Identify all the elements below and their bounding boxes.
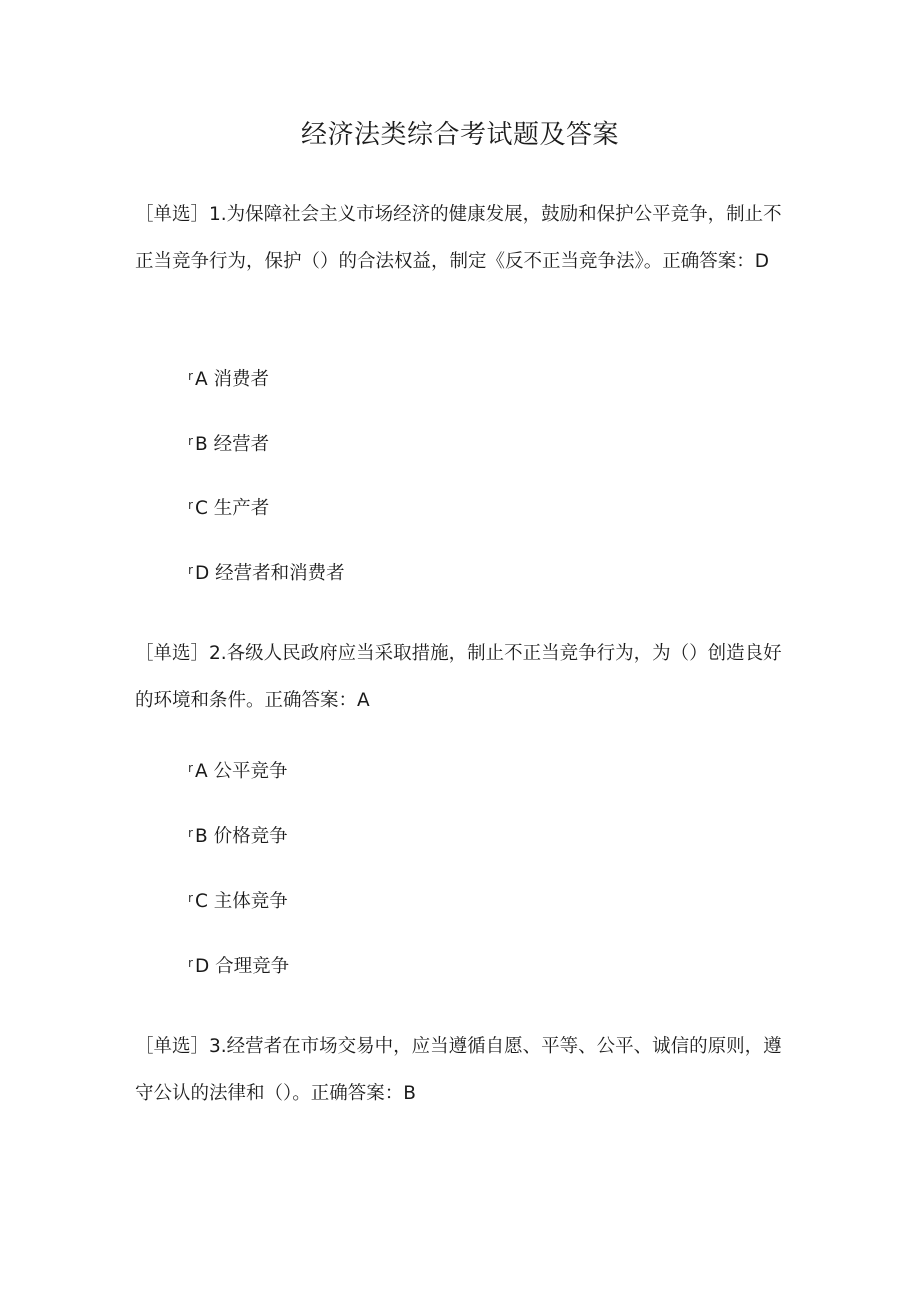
- question-1-option-b: [188, 430, 269, 460]
- question-1-option-a: [188, 365, 269, 395]
- option-label: A 消费者: [195, 369, 270, 390]
- option-label: B 价格竞争: [195, 826, 288, 847]
- question-1-option-c: [188, 494, 269, 524]
- radio-mark-icon: r: [188, 563, 193, 577]
- question-3-text: ［单选］3.经营者在市场交易中，应当遵循自愿、平等、公平、诚信的原则，遵守公认的法律和（）。正确答案：B: [135, 1036, 782, 1104]
- option-label: C 生产者: [195, 498, 270, 519]
- option-label: A 公平竞争: [195, 761, 288, 782]
- radio-mark-icon: r: [188, 761, 193, 775]
- option-label: D 合理竞争: [195, 956, 290, 977]
- option-label: D 经营者和消费者: [195, 563, 345, 584]
- radio-mark-icon: r: [188, 891, 193, 905]
- radio-mark-icon: r: [188, 956, 193, 970]
- question-1-option-d: [188, 559, 345, 589]
- radio-mark-icon: r: [188, 369, 193, 383]
- question-2-option-d: [188, 952, 289, 982]
- question-2-option-a: [188, 757, 288, 787]
- option-label: B 经营者: [195, 434, 270, 455]
- radio-mark-icon: r: [188, 498, 193, 512]
- question-1-text: ［单选］1.为保障社会主义市场经济的健康发展，鼓励和保护公平竞争，制止不正当竞争行为，保护（）的合法权益，制定《反不正当竞争法》。正确答案：D: [135, 204, 782, 272]
- question-2-text: ［单选］2.各级人民政府应当采取措施，制止不正当竞争行为，为（）创造良好的环境和条件。正确答案：A: [135, 643, 782, 711]
- radio-mark-icon: r: [188, 826, 193, 840]
- document-title: 经济法类综合考试题及答案: [300, 120, 619, 150]
- question-2-option-b: [188, 822, 288, 852]
- radio-mark-icon: r: [188, 434, 193, 448]
- option-label: C 主体竞争: [195, 891, 288, 912]
- question-2-option-c: [188, 887, 288, 917]
